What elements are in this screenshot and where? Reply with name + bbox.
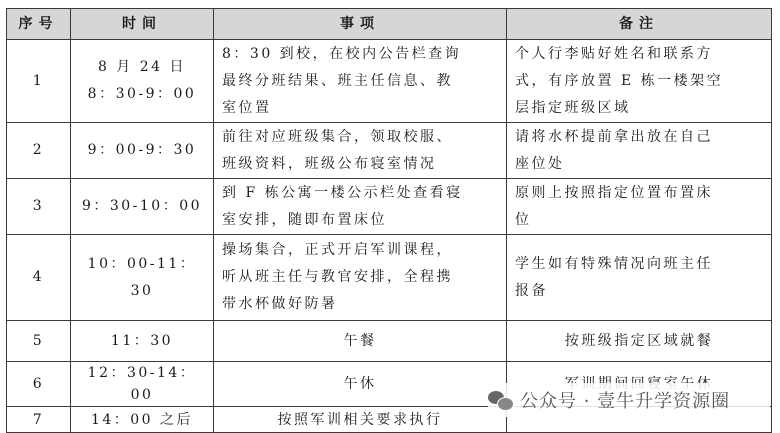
row-note: 按班级指定区域就餐 — [507, 321, 772, 362]
table-row — [7, 179, 772, 235]
row-time: 10：00-11：30 — [71, 235, 214, 321]
table-row — [7, 123, 772, 179]
row-item: 操场集合，正式开启军训课程， 听从班主任与教官安排，全程携 带水杯做好防暑 — [214, 235, 507, 321]
row-item: 午休 — [214, 362, 507, 407]
watermark-text: 公众号 · 壹牛升学资源圈 — [520, 391, 731, 412]
row-no: 2 — [7, 123, 71, 179]
row-item: 到 F 栋公寓一楼公示栏处查看寝 室安排，随即布置床位 — [214, 179, 507, 235]
row-no: 5 — [7, 321, 71, 362]
table-row — [7, 321, 772, 362]
row-no: 4 — [7, 235, 71, 321]
row-item: 午餐 — [214, 321, 507, 362]
row-time: 11：30 — [71, 321, 214, 362]
schedule-table — [6, 8, 772, 433]
row-time: 14：00 之后 — [71, 407, 214, 433]
table-row — [7, 235, 772, 321]
row-item: 按照军训相关要求执行 — [214, 407, 507, 433]
watermark — [488, 383, 770, 417]
row-no: 3 — [7, 179, 71, 235]
row-note: 个人行李贴好姓名和联系方 式，有序放置 E 栋一楼架空 层指定班级区域 — [507, 40, 772, 123]
row-time: 12：30-14：00 — [71, 362, 214, 407]
row-note: 学生如有特殊情况向班主任 报备 — [507, 235, 772, 321]
wechat-icon — [488, 389, 514, 411]
row-no: 1 — [7, 40, 71, 123]
row-note: 请将水杯提前拿出放在自己 座位处 — [507, 123, 772, 179]
header-time: 时间 — [71, 9, 214, 40]
row-item: 前往对应班级集合，领取校服、 班级资料，班级公布寝室情况 — [214, 123, 507, 179]
header-no: 序号 — [7, 9, 71, 40]
table-row — [7, 40, 772, 123]
row-note: 原则上按照指定位置布置床 位 — [507, 179, 772, 235]
row-time: 8 月 24 日 8：30-9：00 — [71, 40, 214, 123]
row-time: 9：30-10：00 — [71, 179, 214, 235]
row-no: 7 — [7, 407, 71, 433]
row-time: 9：00-9：30 — [71, 123, 214, 179]
row-no: 6 — [7, 362, 71, 407]
header-item: 事项 — [214, 9, 507, 40]
header-row — [7, 9, 772, 40]
header-note: 备注 — [507, 9, 772, 40]
row-item: 8：30 到校，在校内公告栏查询 最终分班结果、班主任信息、教 室位置 — [214, 40, 507, 123]
